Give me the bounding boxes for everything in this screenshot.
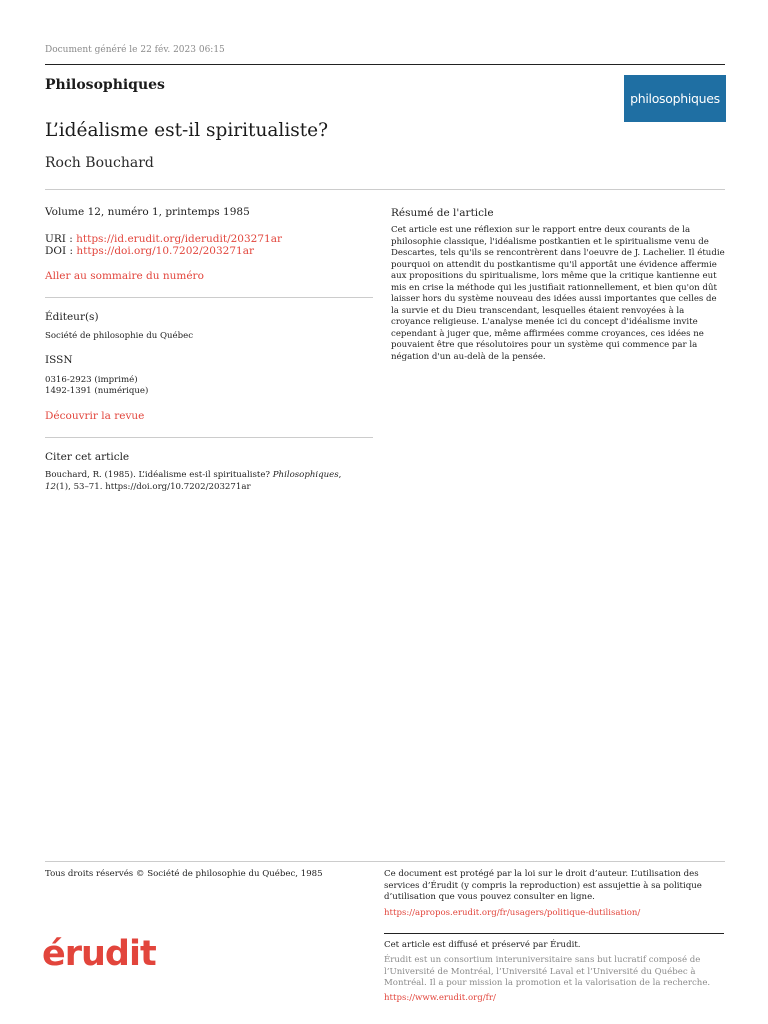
publisher-value: Société de philosophie du Québec (45, 331, 194, 341)
left-divider-1 (45, 297, 373, 298)
top-rule (45, 64, 725, 65)
left-divider-2 (45, 437, 373, 438)
usage-policy-link[interactable]: https://apropos.erudit.org/fr/usagers/politique-dutilisation/ (384, 908, 641, 918)
article-author: Roch Bouchard (45, 155, 154, 171)
copyright-notice: Ce document est protégé par la loi sur le droit d’auteur. L’utilisation des services d’Érudit (y compris la reproduction) est assujettie à sa politique d’utilisation que vous pouvez consulter en ligne. (384, 869, 702, 902)
issn-heading: ISSN (45, 354, 73, 366)
cite-heading: Citer cet article (45, 451, 130, 463)
issue-summary-link[interactable]: Aller au sommaire du numéro (45, 270, 204, 282)
header-divider (45, 189, 725, 190)
citation-suffix: (1), 53–71. https://doi.org/10.7202/203271ar (55, 481, 251, 492)
doi-link[interactable]: https://doi.org/10.7202/203271ar (76, 245, 254, 257)
citation-journal: Philosophiques (272, 470, 339, 480)
journal-name: Philosophiques (45, 77, 165, 93)
erudit-divider (384, 933, 724, 934)
erudit-diffusion: Cet article est diffusé et préservé par Érudit. (384, 940, 581, 950)
generated-date: Document généré le 22 fév. 2023 06:15 (45, 45, 225, 55)
abstract-heading: Résumé de l'article (391, 207, 494, 219)
journal-logo[interactable] (624, 75, 726, 122)
doi-label: DOI : (45, 245, 77, 257)
journal-logo-text: philosophiques (630, 91, 720, 106)
issn-print: 0316-2923 (imprimé) (45, 375, 138, 385)
uri-label: URI : (45, 233, 77, 245)
citation-text (45, 470, 365, 493)
publisher-heading: Éditeur(s) (45, 311, 99, 323)
doi-row (45, 245, 254, 258)
erudit-logo[interactable]: érudit (42, 934, 156, 974)
uri-link[interactable]: https://id.erudit.org/iderudit/203271ar (76, 233, 282, 245)
abstract-text: Cet article est une réflexion sur le rapport entre deux courants de la philosophie classique, l'idéalisme postkantien et le spiritualisme venu de Descartes, tels qu'ils se rencontrèrent dans l'oeuvre de J. Lachelier. Il étudie pourquoi on attendit du postkantisme qu'il apportât une évidence affermie aux propositions du spiritualisme, lors même que la critique kantienne eut mis en crise la méthode qui les justifiait rationnellement, et bien qu'on dût laisser hors du système nouveau des idées aussi importantes que celles de la survie et du Dieu transcendant, lesquelles étaient renvoyées à la croyance religieuse. L'analyse menée ici du concept d'idéalisme invite cependant à juger que, même affirmées comme croyances, ces idées ne pouvaient être que résolutoires pour un système qui commence par la négation d'un au-delà de la pensée. (391, 225, 725, 362)
discover-journal-link[interactable]: Découvrir la revue (45, 410, 145, 422)
citation-volume: 12 (45, 481, 56, 492)
erudit-website-link[interactable]: https://www.erudit.org/fr/ (384, 993, 496, 1003)
volume-info: Volume 12, numéro 1, printemps 1985 (45, 206, 250, 218)
issn-digital: 1492-1391 (numérique) (45, 386, 149, 396)
rights-notice: Tous droits réservés © Société de philosophie du Québec, 1985 (45, 869, 323, 879)
footer-divider (45, 861, 725, 862)
citation-sep: , (338, 470, 342, 480)
article-title: L’idéalisme est-il spiritualiste? (45, 120, 329, 141)
citation-prefix: Bouchard, R. (1985). L’idéalisme est-il spiritualiste? (45, 470, 273, 480)
erudit-consortium-text: Érudit est un consortium interuniversitaire sans but lucratif composé de l’Université de Montréal, l’Université Laval et l’Université du Québec à Montréal. Il a pour mission la promotion et la valorisation de la recherche. (384, 955, 711, 988)
